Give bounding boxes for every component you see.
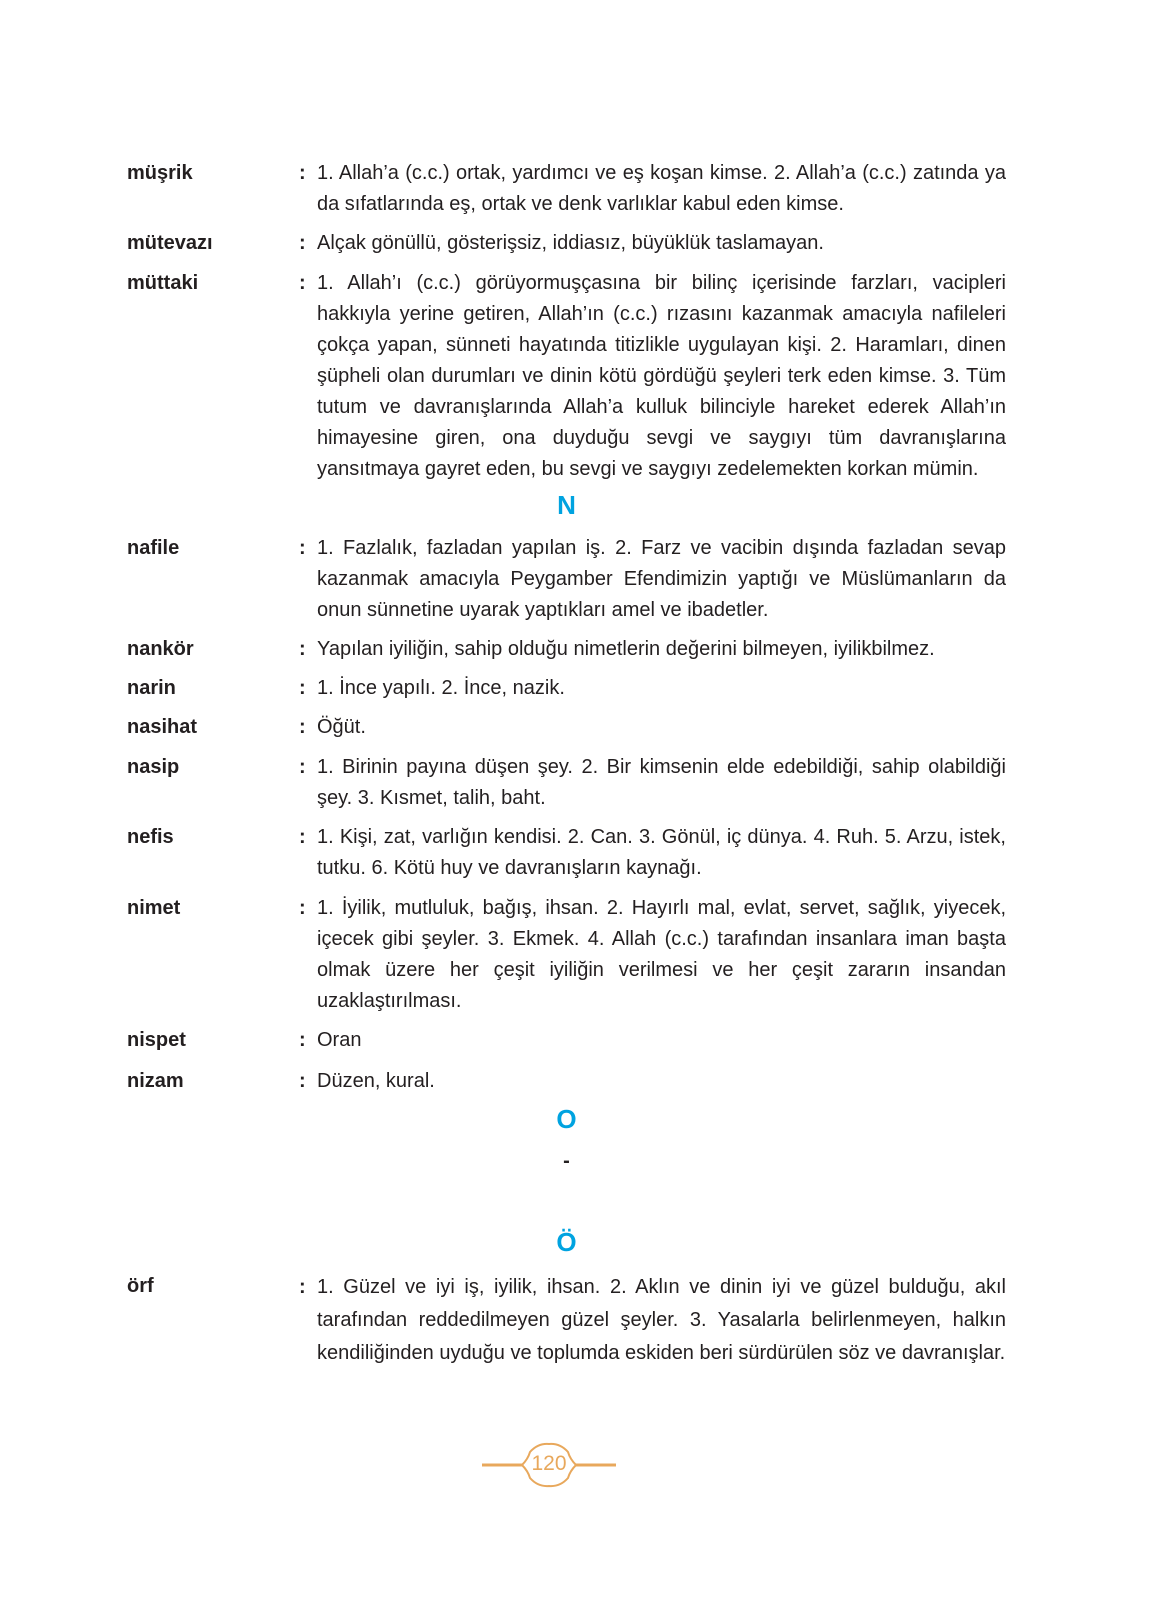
colon: : bbox=[299, 826, 306, 848]
page-number: 120 bbox=[531, 1452, 567, 1475]
term: nimet bbox=[127, 897, 181, 919]
term: mütevazı bbox=[127, 232, 213, 254]
definition: Alçak gönüllü, gösterişsiz, iddiasız, büyüklük taslamayan. bbox=[317, 232, 824, 254]
colon: : bbox=[299, 756, 306, 778]
colon: : bbox=[299, 232, 306, 254]
term: nankör bbox=[127, 638, 194, 660]
section-o-empty: - bbox=[563, 1150, 570, 1172]
term: örf bbox=[127, 1275, 154, 1297]
term: nasihat bbox=[127, 716, 198, 738]
term: nizam bbox=[127, 1070, 184, 1092]
definition: 1. Allah’ı (c.c.) görüyormuşçasına bir bilinç içerisinde farzları, vacipleri hakkıyla yerine getiren, Allah’ın (c.c.) rızasını kazanmak amacıyla nafileleri çokça yapan, sünneti hayatında titizlikle uygulayan kişi. 2. Haramları, dinen şüpheli olan durumları ve dinin kötü gördüğü şeyleri terk eden kimse. 3. Tüm tutum ve davranışlarında Allah’a kulluk bilinciyle hareket ederek Allah’ın himayesine giren, ona duyduğu sevgi ve saygıyı tüm davranışlarına yansıtmaya gayret eden, bu sevgi ve saygıyı zedelemekten korkan mümin. bbox=[317, 272, 1006, 480]
term: nafile bbox=[127, 537, 180, 559]
definition: Düzen, kural. bbox=[317, 1070, 435, 1092]
term: nefis bbox=[127, 826, 174, 848]
colon: : bbox=[299, 162, 306, 184]
colon: : bbox=[299, 537, 306, 559]
colon: : bbox=[299, 272, 306, 294]
colon: : bbox=[299, 1029, 306, 1051]
definition: 1. Allah’a (c.c.) ortak, yardımcı ve eş koşan kimse. 2. Allah’a (c.c.) zatında ya da sıfatlarında eş, ortak ve denk varlıklar kabul eden kimse. bbox=[317, 162, 1006, 215]
section-letter-n: N bbox=[557, 490, 576, 520]
term: nispet bbox=[127, 1029, 186, 1051]
definition: Oran bbox=[317, 1029, 362, 1051]
definition: 1. Fazlalık, fazladan yapılan iş. 2. Farz ve vacibin dışında fazladan sevap kazanmak amacıyla Peygamber Efendimizin yaptığı ve Müslümanların da onun sünnetine uyarak yaptıkları amel ve ibadetler. bbox=[317, 537, 1006, 621]
colon: : bbox=[299, 897, 306, 919]
colon: : bbox=[299, 1276, 306, 1298]
definition: 1. İnce yapılı. 2. İnce, nazik. bbox=[317, 677, 565, 699]
definition: Yapılan iyiliğin, sahip olduğu nimetlerin değerini bilmeyen, iyilikbilmez. bbox=[317, 638, 935, 660]
term: müttaki bbox=[127, 272, 199, 294]
definition: Öğüt. bbox=[317, 716, 366, 738]
colon: : bbox=[299, 677, 306, 699]
definition: 1. Güzel ve iyi iş, iyilik, ihsan. 2. Aklın ve dinin iyi ve güzel bulduğu, akıl tarafından reddedilmeyen güzel şeyler. 3. Yasalarla belirlenmeyen, halkın kendiliğinden uyduğu ve toplumda eskiden beri sürdürülen söz ve davranışlar. bbox=[317, 1276, 1006, 1364]
definition: 1. Birinin payına düşen şey. 2. Bir kimsenin elde edebildiği, sahip olabildiği şey. 3. Kısmet, talih, baht. bbox=[317, 756, 1006, 809]
colon: : bbox=[299, 1070, 306, 1092]
section-letter-o: O bbox=[556, 1104, 577, 1134]
definition: 1. İyilik, mutluluk, bağış, ihsan. 2. Hayırlı mal, evlat, servet, sağlık, yiyecek, içecek gibi şeyler. 3. Ekmek. 4. Allah (c.c.) tarafından insanlara iman başta olmak üzere her çeşit iyiliğin verilmesi ve her çeşit zararın insandan uzaklaştırılması. bbox=[317, 897, 1006, 1012]
term: müşrik bbox=[127, 162, 193, 184]
page-number-ornament bbox=[482, 1440, 616, 1490]
term: nasip bbox=[127, 756, 180, 778]
colon: : bbox=[299, 638, 306, 660]
section-letter-o-umlaut: Ö bbox=[556, 1227, 577, 1257]
colon: : bbox=[299, 716, 306, 738]
term: narin bbox=[127, 677, 176, 699]
definition: 1. Kişi, zat, varlığın kendisi. 2. Can. 3. Gönül, iç dünya. 4. Ruh. 5. Arzu, istek, tutku. 6. Kötü huy ve davranışların kaynağı. bbox=[317, 826, 1006, 879]
